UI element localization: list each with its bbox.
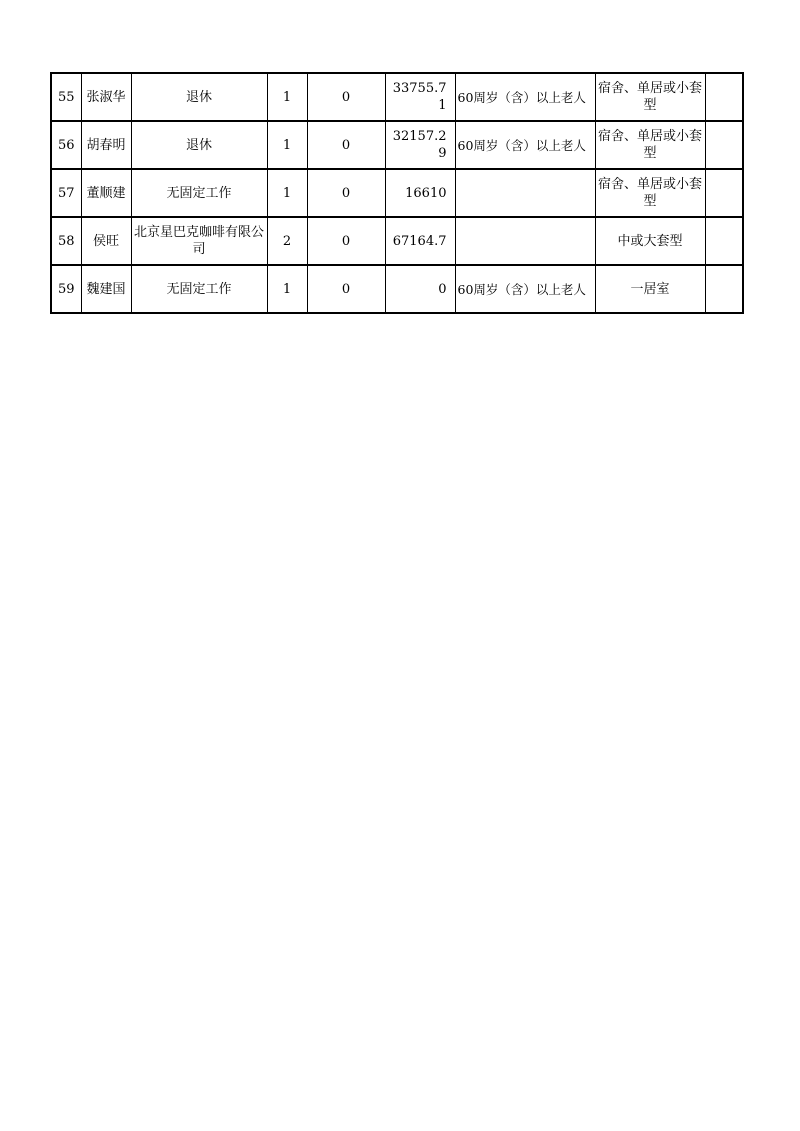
cell-name: 魏建国 [81,265,131,313]
cell-household-size: 1 [267,169,307,217]
cell-name: 张淑华 [81,73,131,121]
cell-number: 59 [51,265,81,313]
applicant-table [50,72,744,314]
cell-household-size: 1 [267,265,307,313]
cell-other-count: 0 [307,73,385,121]
cell-income: 0 [385,265,455,313]
cell-name: 侯旺 [81,217,131,265]
cell-note [705,73,743,121]
cell-note [705,217,743,265]
cell-income: 67164.7 [385,217,455,265]
table-row [51,121,743,169]
cell-category: 60周岁（含）以上老人 [455,265,595,313]
cell-number: 58 [51,217,81,265]
cell-category: 60周岁（含）以上老人 [455,73,595,121]
cell-other-count: 0 [307,121,385,169]
table-row [51,169,743,217]
cell-number: 57 [51,169,81,217]
cell-number: 55 [51,73,81,121]
cell-employer: 无固定工作 [131,265,267,313]
cell-income: 16610 [385,169,455,217]
table-row [51,265,743,313]
cell-note [705,265,743,313]
cell-housing-type: 宿舍、单居或小套型 [595,169,705,217]
cell-housing-type: 宿舍、单居或小套型 [595,73,705,121]
cell-housing-type: 宿舍、单居或小套型 [595,121,705,169]
cell-other-count: 0 [307,265,385,313]
table-row [51,217,743,265]
cell-other-count: 0 [307,217,385,265]
cell-employer: 退休 [131,73,267,121]
cell-name: 董顺建 [81,169,131,217]
cell-housing-type: 一居室 [595,265,705,313]
cell-income: 33755.71 [385,73,455,121]
cell-category: 60周岁（含）以上老人 [455,121,595,169]
cell-number: 56 [51,121,81,169]
cell-category [455,169,595,217]
cell-household-size: 1 [267,73,307,121]
cell-employer: 无固定工作 [131,169,267,217]
cell-household-size: 2 [267,217,307,265]
cell-household-size: 1 [267,121,307,169]
table-row [51,73,743,121]
cell-income: 32157.29 [385,121,455,169]
cell-note [705,121,743,169]
cell-other-count: 0 [307,169,385,217]
cell-employer: 北京星巴克咖啡有限公司 [131,217,267,265]
cell-name: 胡春明 [81,121,131,169]
cell-housing-type: 中或大套型 [595,217,705,265]
cell-note [705,169,743,217]
cell-employer: 退休 [131,121,267,169]
cell-category [455,217,595,265]
